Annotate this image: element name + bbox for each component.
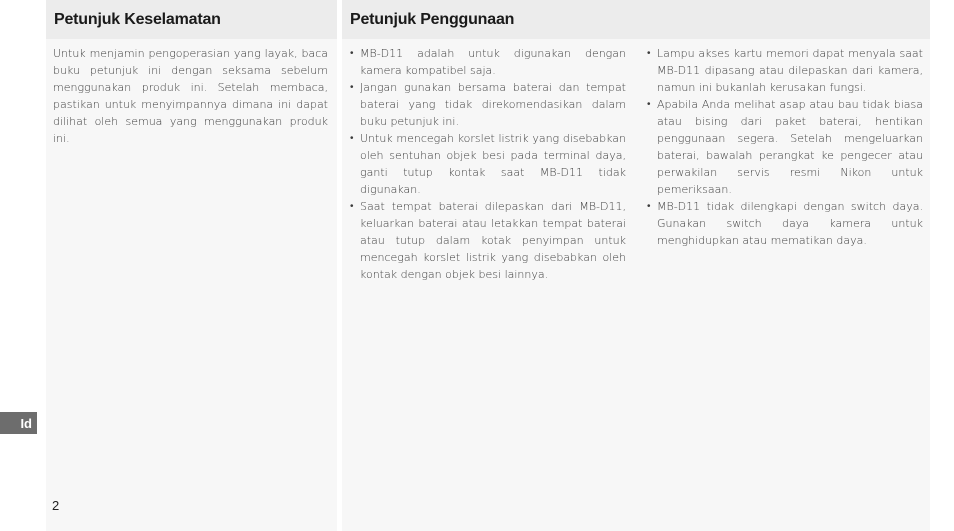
safety-body: Untuk menjamin pengoperasian yang layak, baca buku petunjuk ini dengan seksama sebelum menggunakan produk ini. Setelah membaca, pastikan untuk menyimpannya dimana ini dapat dilihat oleh semua yang menggunakan produk ini. [53,47,328,145]
list-item: • Jangan gunakan bersama baterai dan tempat baterai yang tidak direkomendasikan dalam buku petunjuk ini. [350,79,626,130]
usage-list-right [647,45,923,249]
usage-section [342,0,930,531]
list-item: • Saat tempat baterai dilepaskan dari MB-D11, keluarkan baterai atau letakkan tempat baterai atau tutup dalam kotak penyimpan untuk mencegah korslet listrik yang disebabkan oleh kontak dengan objek besi lainnya. [350,198,626,283]
usage-heading: Petunjuk Penggunaan [350,10,515,28]
list-item: • Apabila Anda melihat asap atau bau tidak biasa atau bising dari paket baterai, hentikan penggunaan segera. Setelah mengeluarkan baterai, bawalah perangkat ke pengecer atau perwakilan servis resmi Nikon untuk pemeriksaan. [647,96,923,198]
list-item: • Lampu akses kartu memori dapat menyala saat MB-D11 dipasang atau dilepaskan dari kamera, namun ini bukanlah kerusakan fungsi. [647,45,923,96]
page-number: 2 [52,498,60,513]
language-tab: Id [0,412,37,434]
usage-list-left [350,45,626,283]
list-item: • Untuk mencegah korslet listrik yang disebabkan oleh sentuhan objek besi pada terminal daya, ganti tutup kontak saat MB-D11 tidak digunakan. [350,130,626,198]
list-item: • MB-D11 tidak dilengkapi dengan switch daya. Gunakan switch daya kamera untuk menghidupkan atau mematikan daya. [647,198,923,249]
list-item: • MB-D11 adalah untuk digunakan dengan kamera kompatibel saja. [350,45,626,79]
safety-section [46,0,337,531]
safety-heading: Petunjuk Keselamatan [54,10,221,28]
